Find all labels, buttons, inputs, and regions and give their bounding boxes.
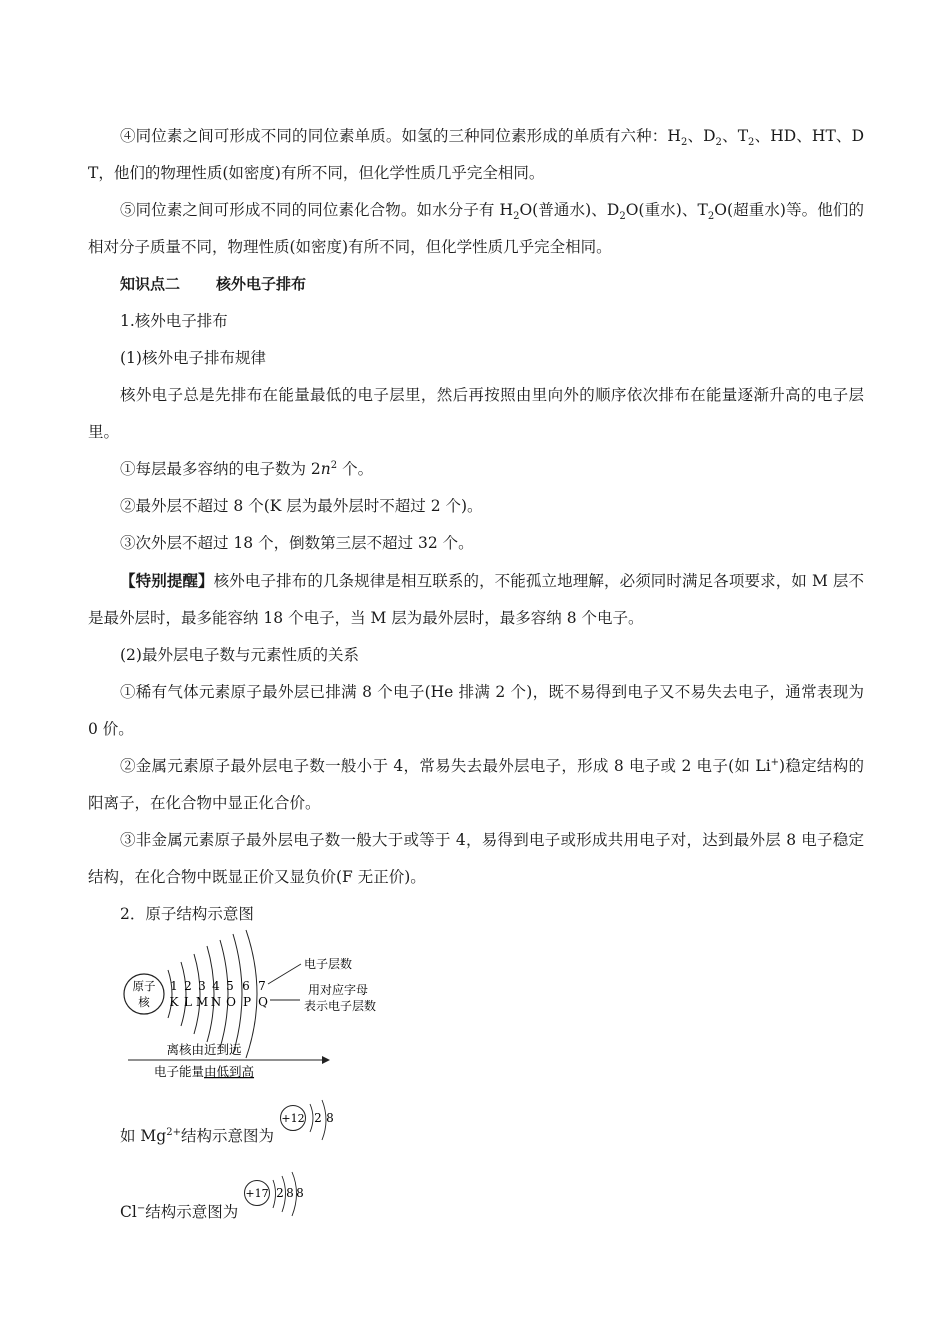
shell-arcs bbox=[168, 930, 257, 1058]
rules-description: 核外电子总是先排布在能量最低的电子层里，然后再按照由里向外的顺序依次排布在能量逐渐升高的电子层里。 bbox=[88, 386, 864, 441]
mg-shell-electrons: 2 bbox=[314, 1111, 322, 1125]
shell-letter: O bbox=[226, 995, 236, 1009]
mg-ion-diagram bbox=[278, 1098, 348, 1144]
subsection-title: 1.核外电子排布 bbox=[120, 312, 228, 330]
shell-letter: Q bbox=[258, 995, 268, 1009]
cl-ion-diagram bbox=[242, 1170, 322, 1220]
shell-number: 2 bbox=[184, 979, 192, 993]
shell-number: 5 bbox=[226, 979, 234, 993]
shell-numbers bbox=[170, 979, 266, 993]
shell-number: 6 bbox=[242, 979, 250, 993]
pointer-line-layers bbox=[268, 964, 301, 984]
arrow-label-top: 离核由近到远 bbox=[166, 1042, 242, 1057]
label-letters-2: 表示电子层数 bbox=[304, 999, 377, 1013]
label-letters-1: 用对应字母 bbox=[308, 983, 369, 997]
cl-shell-electrons: 8 bbox=[296, 1186, 304, 1200]
mg-nucleus-charge: +12 bbox=[281, 1112, 305, 1125]
relation-title: (2)最外层电子数与元素性质的关系 bbox=[120, 646, 359, 664]
shell-letter: L bbox=[184, 995, 192, 1009]
nucleus-label-2: 核 bbox=[138, 995, 150, 1009]
relation-2: ②金属元素原子最外层电子数一般小于 4，常易失去最外层电子，形成 8 电子或 2 电子(如 Li+)稳定结构的阳离子，在化合物中显正化合价。 bbox=[88, 756, 864, 812]
arrow-label-bottom: 电子能量由低到高 bbox=[154, 1064, 255, 1079]
document-body bbox=[88, 118, 864, 933]
shell-number: 4 bbox=[212, 979, 220, 993]
mg-shell-electrons: 8 bbox=[326, 1111, 334, 1125]
paragraph-isotope-elements: ④同位素之间可形成不同的同位素单质。如氢的三种同位素形成的单质有六种：$H_2$、$D_2$、$T_2$、HD、HT、DT，他们的物理性质(如密度)有所不同，但化学性质几乎完全相同。 bbox=[88, 127, 864, 182]
section-heading: 知识点二 核外电子排布 bbox=[120, 275, 307, 293]
rule-1: ①每层最多容纳的电子数为 $2n^2$ 个。 bbox=[120, 459, 374, 478]
shell-letter: M bbox=[195, 995, 209, 1009]
rules-title: (1)核外电子排布规律 bbox=[120, 349, 266, 367]
cl-shell-electrons: 8 bbox=[286, 1186, 294, 1200]
shell-letter: P bbox=[242, 995, 252, 1009]
nucleus-label-1: 原子 bbox=[132, 979, 156, 993]
atomic-structure-diagram bbox=[118, 928, 398, 1084]
rule-2: ②最外层不超过 8 个(K 层为最外层时不超过 2 个)。 bbox=[120, 497, 483, 515]
arrow-head bbox=[322, 1056, 330, 1064]
shell-number: 1 bbox=[170, 979, 178, 993]
mg-structure-line: 如 $Mg^{2+}$结构示意图为 bbox=[120, 1126, 274, 1145]
paragraph-isotope-compounds: ⑤同位素之间可形成不同的同位素化合物。如水分子有 $H_2O$(普通水)、$D_2O$(重水)、$T_2O$(超重水)等。他们的相对分子质量不同，物理性质(如密度)有所不同，但化学性质几乎完全相同。 bbox=[88, 201, 864, 256]
cl-shell-electrons: 2 bbox=[276, 1186, 284, 1200]
cl-structure-line: Cl−结构示意图为 bbox=[120, 1202, 239, 1221]
rule-3: ③次外层不超过 18 个，倒数第三层不超过 32 个。 bbox=[120, 534, 474, 552]
shell-letter: N bbox=[210, 995, 222, 1009]
relation-3: ③非金属元素原子最外层电子数一般大于或等于 4，易得到电子或形成共用电子对，达到最外层 8 电子稳定结构，在化合物中既显正价又显负价(F 无正价)。 bbox=[88, 831, 864, 886]
shell-letter: K bbox=[169, 995, 179, 1009]
label-layer-count: 电子层数 bbox=[304, 957, 353, 971]
shell-letters bbox=[170, 995, 269, 1009]
relation-1: ①稀有气体元素原子最外层已排满 8 个电子(He 排满 2 个)，既不易得到电子又不易失去电子，通常表现为 0 价。 bbox=[88, 683, 864, 738]
cl-nucleus-charge: +17 bbox=[245, 1187, 269, 1200]
shell-number: 3 bbox=[198, 979, 206, 993]
diagram-section-title: 2．原子结构示意图 bbox=[120, 905, 254, 923]
special-tip: 【特别提醒】核外电子排布的几条规律是相互联系的，不能孤立地理解，必须同时满足各项要求，如 M 层不是最外层时，最多能容纳 18 个电子，当 M 层为最外层时，最多容纳 8 个电子。 bbox=[88, 571, 864, 627]
shell-number: 7 bbox=[258, 979, 266, 993]
